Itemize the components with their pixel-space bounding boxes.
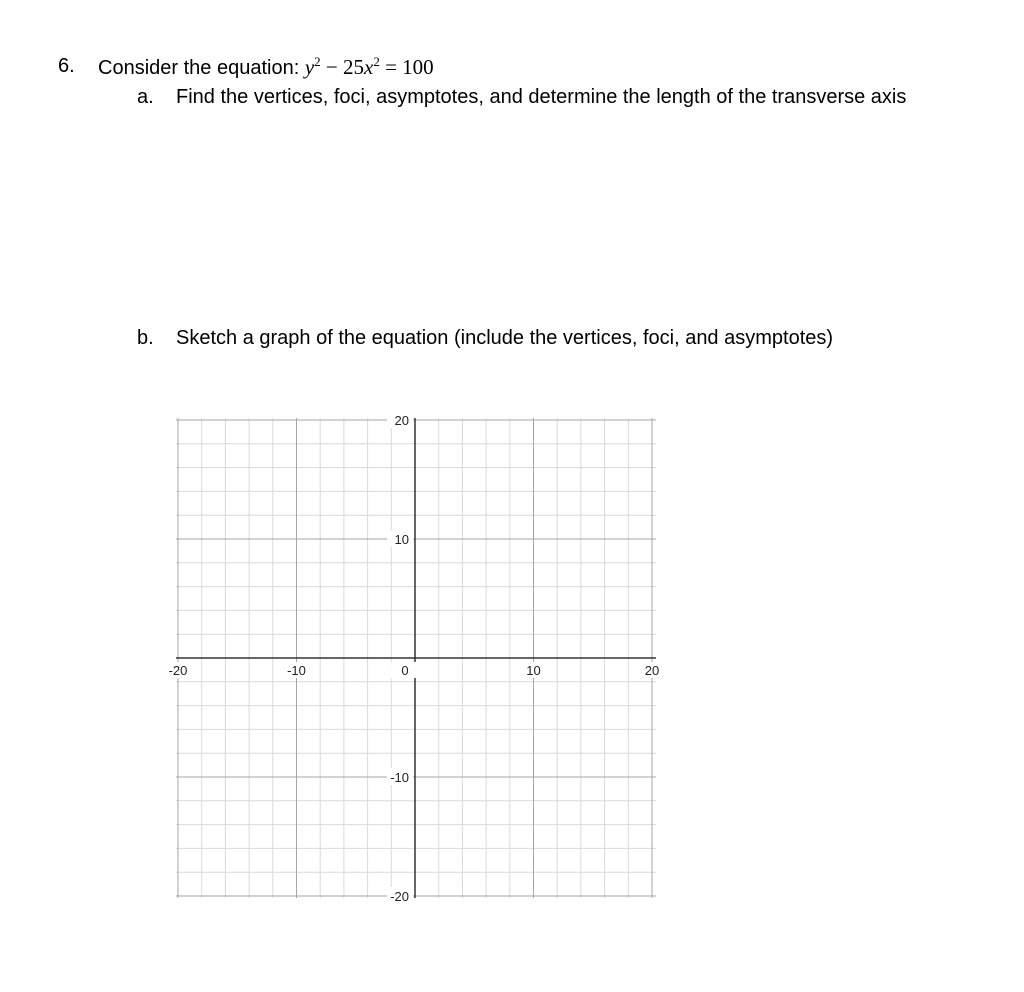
prompt-text: Consider the equation: bbox=[98, 57, 300, 79]
eq-y: y bbox=[304, 55, 315, 79]
x-tick-label: -20 bbox=[168, 663, 188, 678]
eq-y-exponent: 2 bbox=[314, 54, 321, 69]
x-tick-label: -10 bbox=[287, 663, 306, 678]
eq-x-exponent: 2 bbox=[373, 54, 380, 69]
x-tick-label: 0 bbox=[401, 663, 409, 678]
part-a-letter: a. bbox=[137, 86, 154, 108]
eq-rhs: 100 bbox=[402, 55, 434, 79]
y-tick-label: -10 bbox=[390, 770, 409, 785]
y-tick-label: 20 bbox=[394, 413, 409, 428]
part-b-letter: b. bbox=[137, 327, 154, 349]
part-b-text: Sketch a graph of the equation (include the vertices, foci, and asymptotes) bbox=[176, 327, 834, 349]
eq-x: x bbox=[363, 55, 374, 79]
eq-minus: − bbox=[320, 55, 343, 79]
x-tick-label: 10 bbox=[526, 663, 541, 678]
eq-coefficient: 25 bbox=[342, 55, 364, 79]
y-tick-label: 10 bbox=[394, 532, 409, 547]
question-number: 6. bbox=[58, 55, 75, 77]
eq-equals: = bbox=[379, 55, 403, 79]
part-a-text: Find the vertices, foci, asymptotes, and determine the length of the transverse axis bbox=[176, 86, 907, 108]
y-tick-label: -20 bbox=[390, 889, 409, 904]
x-tick-label: 20 bbox=[644, 663, 660, 678]
